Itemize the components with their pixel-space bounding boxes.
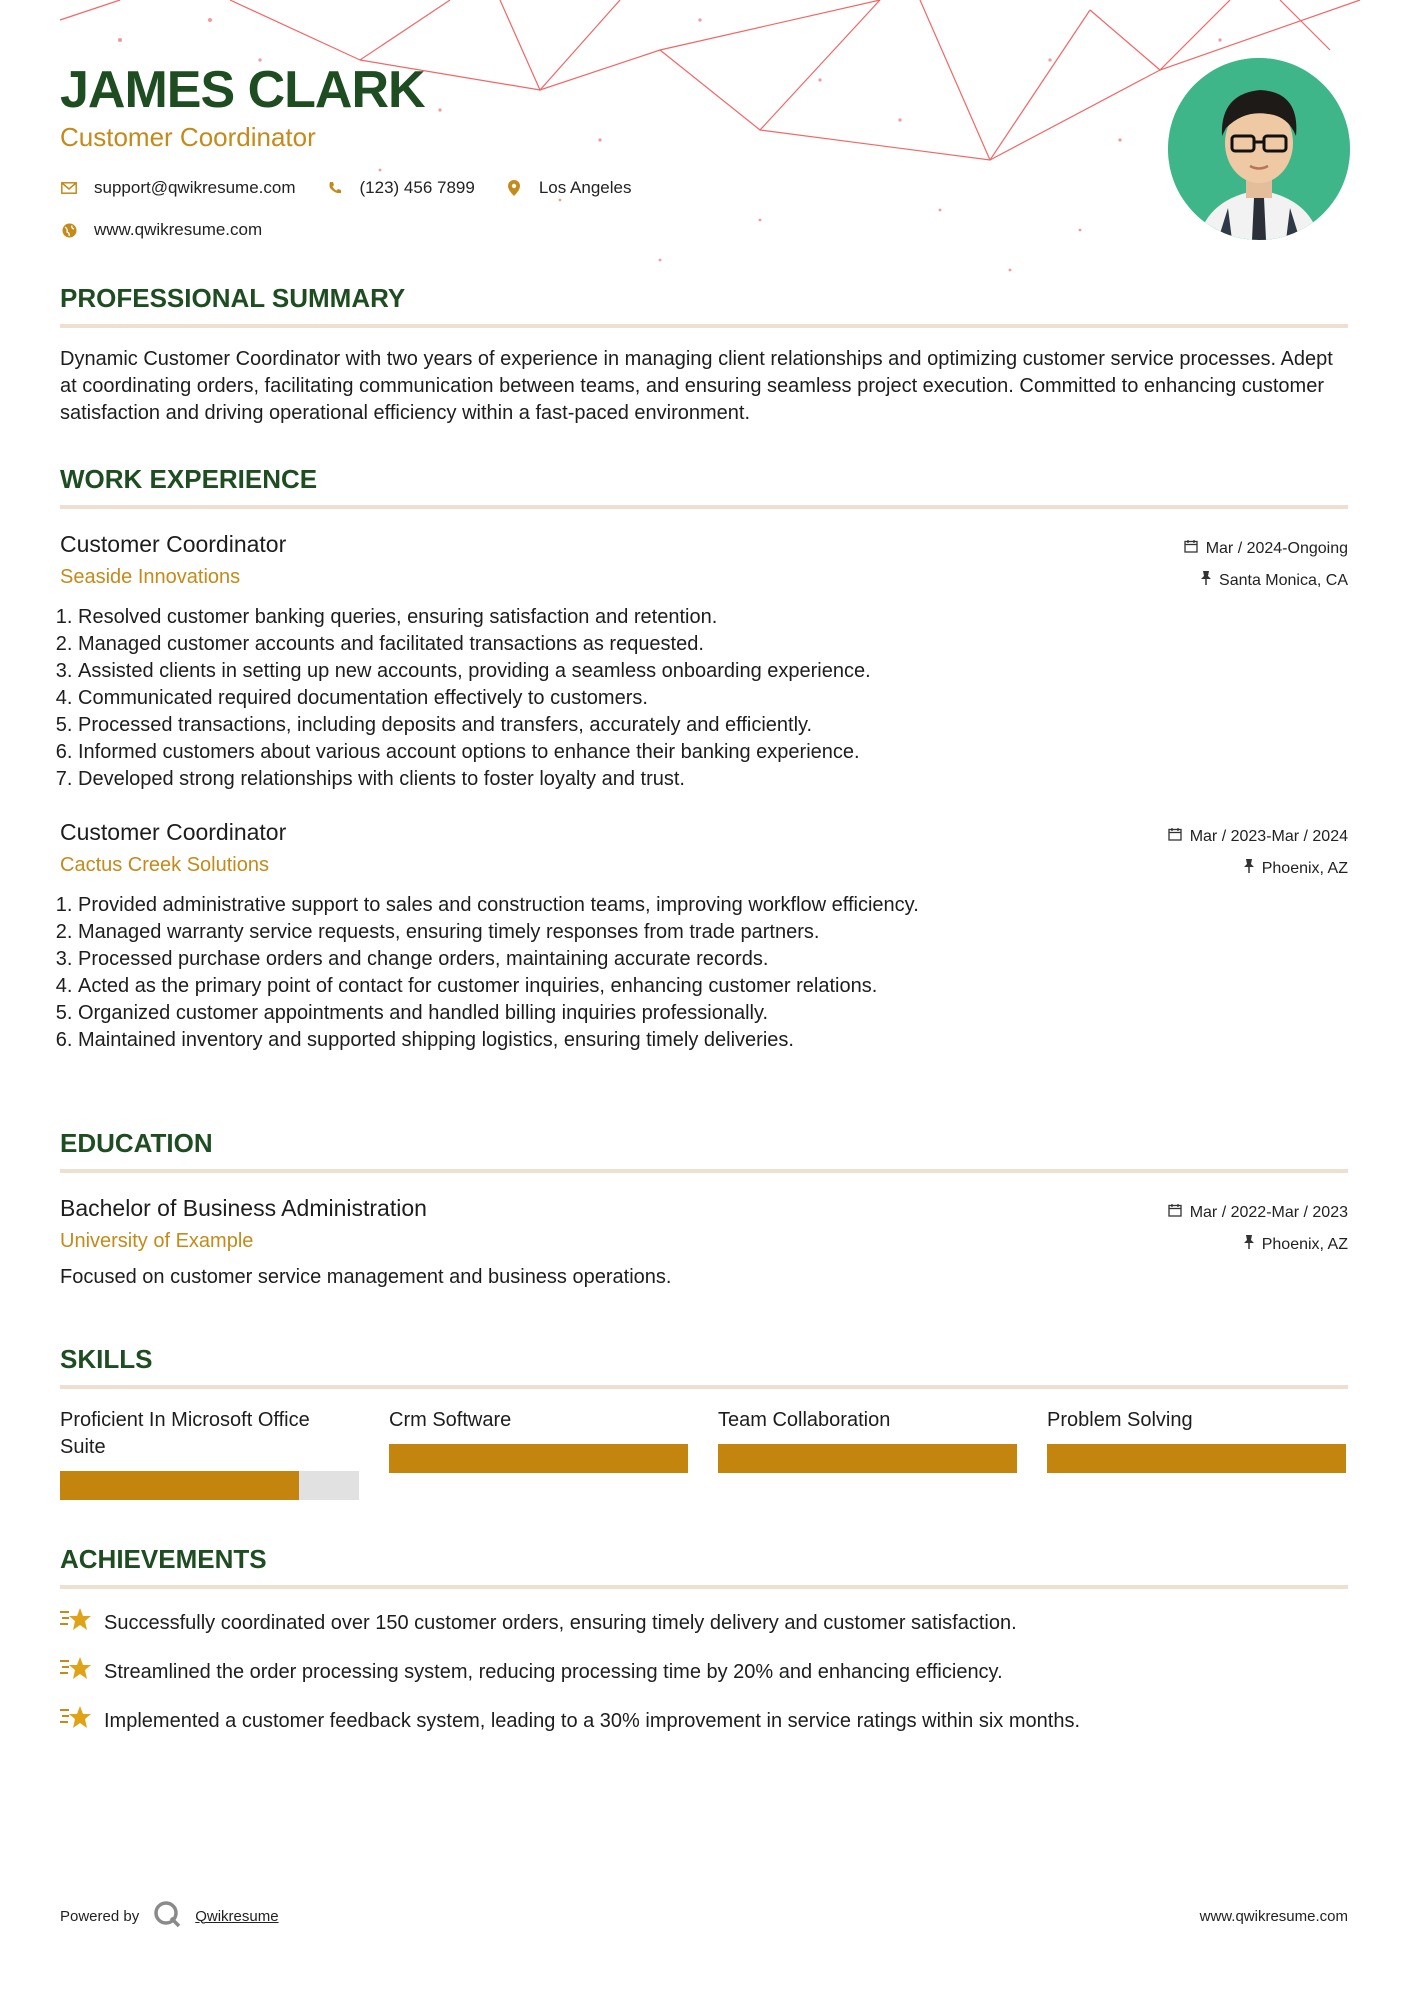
experience-section <box>60 463 1348 1054</box>
list-item: 2. Managed customer accounts and facilitated transactions as requested. <box>78 631 1348 658</box>
list-item: Implemented a customer feedback system, leading to a 30% improvement in service ratings within six months. <box>60 1705 1348 1737</box>
skill-bar-fill <box>1047 1444 1346 1473</box>
globe-icon <box>60 221 78 239</box>
list-item: 1. Resolved customer banking queries, ensuring satisfaction and retention. <box>78 604 1348 631</box>
email-text: support@qwikresume.com <box>94 178 296 197</box>
skill-label: Team Collaboration <box>718 1409 891 1431</box>
job-meta <box>1184 533 1348 597</box>
candidate-title: Customer Coordinator <box>60 122 316 152</box>
skill-bar <box>389 1444 688 1473</box>
school-name: University of Example <box>60 1230 254 1252</box>
contact-website[interactable] <box>60 220 262 240</box>
section-divider <box>60 1169 1348 1173</box>
phone-icon <box>326 179 344 197</box>
skills-heading: SKILLS <box>60 1344 153 1374</box>
list-item: 6. Informed customers about various account options to enhance their banking experience. <box>78 739 1348 766</box>
candidate-name: JAMES CLARK <box>60 61 425 119</box>
star-icon <box>60 1705 92 1737</box>
job-title: Customer Coordinator <box>60 531 287 557</box>
skill-item <box>718 1407 1017 1500</box>
skill-item <box>1047 1407 1346 1500</box>
job-entry <box>60 529 1348 793</box>
education-location: Phoenix, AZ <box>1168 1229 1348 1261</box>
education-section <box>60 1127 1348 1291</box>
job-dates: Mar / 2024-Ongoing <box>1184 533 1348 565</box>
list-item: 3. Assisted clients in setting up new accounts, providing a seamless onboarding experience. <box>78 658 1348 685</box>
job-title: Customer Coordinator <box>60 819 287 845</box>
list-item: Streamlined the order processing system, reducing processing time by 20% and enhancing efficiency. <box>60 1656 1348 1688</box>
calendar-icon <box>1168 821 1182 853</box>
contact-row-website <box>60 220 1060 240</box>
degree-title: Bachelor of Business Administration <box>60 1195 427 1221</box>
education-dates: Mar / 2022-Mar / 2023 <box>1168 1197 1348 1229</box>
footer-website[interactable]: www.qwikresume.com <box>1199 1907 1348 1925</box>
skill-bar-fill <box>389 1444 688 1473</box>
skill-label: Problem Solving <box>1047 1409 1193 1431</box>
list-item: 5. Organized customer appointments and handled billing inquiries professionally. <box>78 1000 1348 1027</box>
section-divider <box>60 1385 1348 1389</box>
envelope-icon <box>60 179 78 197</box>
job-dates: Mar / 2023-Mar / 2024 <box>1168 821 1348 853</box>
pushpin-icon <box>1244 1229 1254 1261</box>
avatar <box>1168 58 1350 240</box>
skills-section <box>60 1343 1348 1500</box>
contact-row <box>60 178 1060 198</box>
summary-section <box>60 282 1348 427</box>
powered-by-label: Powered by <box>60 1907 140 1925</box>
job-bullets <box>60 892 1348 1054</box>
skill-bar <box>60 1471 359 1500</box>
experience-heading: WORK EXPERIENCE <box>60 464 318 494</box>
contact-phone[interactable] <box>326 178 475 198</box>
location-text: Los Angeles <box>538 178 632 197</box>
skill-bar-fill <box>60 1471 299 1500</box>
skill-bar <box>718 1444 1017 1473</box>
achievements-heading: ACHIEVEMENTS <box>60 1544 267 1574</box>
contact-location <box>505 178 632 198</box>
resume-header <box>60 60 1060 240</box>
list-item: 4. Acted as the primary point of contact for customer inquiries, enhancing customer relations. <box>78 973 1348 1000</box>
list-item: 1. Provided administrative support to sales and construction teams, improving workflow efficiency. <box>78 892 1348 919</box>
skill-item <box>389 1407 688 1500</box>
skill-label: Proficient In Microsoft Office Suite <box>60 1409 310 1458</box>
achievements-section <box>60 1543 1348 1754</box>
powered-by <box>60 1900 279 1932</box>
job-location: Phoenix, AZ <box>1168 853 1348 885</box>
skill-item <box>60 1407 359 1500</box>
skill-label: Crm Software <box>389 1409 512 1431</box>
education-entry <box>60 1193 1348 1291</box>
job-company: Seaside Innovations <box>60 566 241 588</box>
contact-email[interactable] <box>60 178 296 198</box>
summary-text: Dynamic Customer Coordinator with two years of experience in managing client relationships and optimizing customer service processes. Adept at coordinating orders, facilitating communication between teams, and ensuring seamless project execution. Committed to enhancing customer satisfaction and driving operational efficiency within a fast-paced environment. <box>60 348 1333 424</box>
list-item: Successfully coordinated over 150 customer orders, ensuring timely delivery and customer satisfaction. <box>60 1607 1348 1639</box>
section-divider <box>60 505 1348 509</box>
job-bullets <box>60 604 1348 793</box>
website-text: www.qwikresume.com <box>94 220 263 239</box>
calendar-icon <box>1168 1197 1182 1229</box>
job-company: Cactus Creek Solutions <box>60 854 269 876</box>
qwikresume-link[interactable]: Qwikresume <box>195 1907 279 1925</box>
list-item: 5. Processed transactions, including deposits and transfers, accurately and efficiently. <box>78 712 1348 739</box>
job-entry <box>60 817 1348 1054</box>
star-icon <box>60 1656 92 1688</box>
list-item: 4. Communicated required documentation effectively to customers. <box>78 685 1348 712</box>
job-location: Santa Monica, CA <box>1184 565 1348 597</box>
qwikresume-logo-icon <box>153 1900 181 1932</box>
list-item: 6. Maintained inventory and supported shipping logistics, ensuring timely deliveries. <box>78 1027 1348 1054</box>
section-divider <box>60 324 1348 328</box>
calendar-icon <box>1184 533 1198 565</box>
list-item: 7. Developed strong relationships with clients to foster loyalty and trust. <box>78 766 1348 793</box>
pushpin-icon <box>1244 853 1254 885</box>
pushpin-icon <box>1201 565 1211 597</box>
skill-bar <box>1047 1444 1346 1473</box>
skill-bar-fill <box>718 1444 1017 1473</box>
education-heading: EDUCATION <box>60 1128 213 1158</box>
star-icon <box>60 1607 92 1639</box>
achievements-list <box>60 1607 1348 1737</box>
education-meta <box>1168 1197 1348 1261</box>
summary-heading: PROFESSIONAL SUMMARY <box>60 283 406 313</box>
section-divider <box>60 1585 1348 1589</box>
map-pin-icon <box>505 179 523 197</box>
skills-grid <box>60 1407 1348 1500</box>
page-footer <box>60 1900 1348 1932</box>
list-item: 2. Managed warranty service requests, ensuring timely responses from trade partners. <box>78 919 1348 946</box>
job-meta <box>1168 821 1348 885</box>
list-item: 3. Processed purchase orders and change orders, maintaining accurate records. <box>78 946 1348 973</box>
education-description: Focused on customer service management and business operations. <box>60 1266 672 1288</box>
phone-text: (123) 456 7899 <box>359 178 475 197</box>
